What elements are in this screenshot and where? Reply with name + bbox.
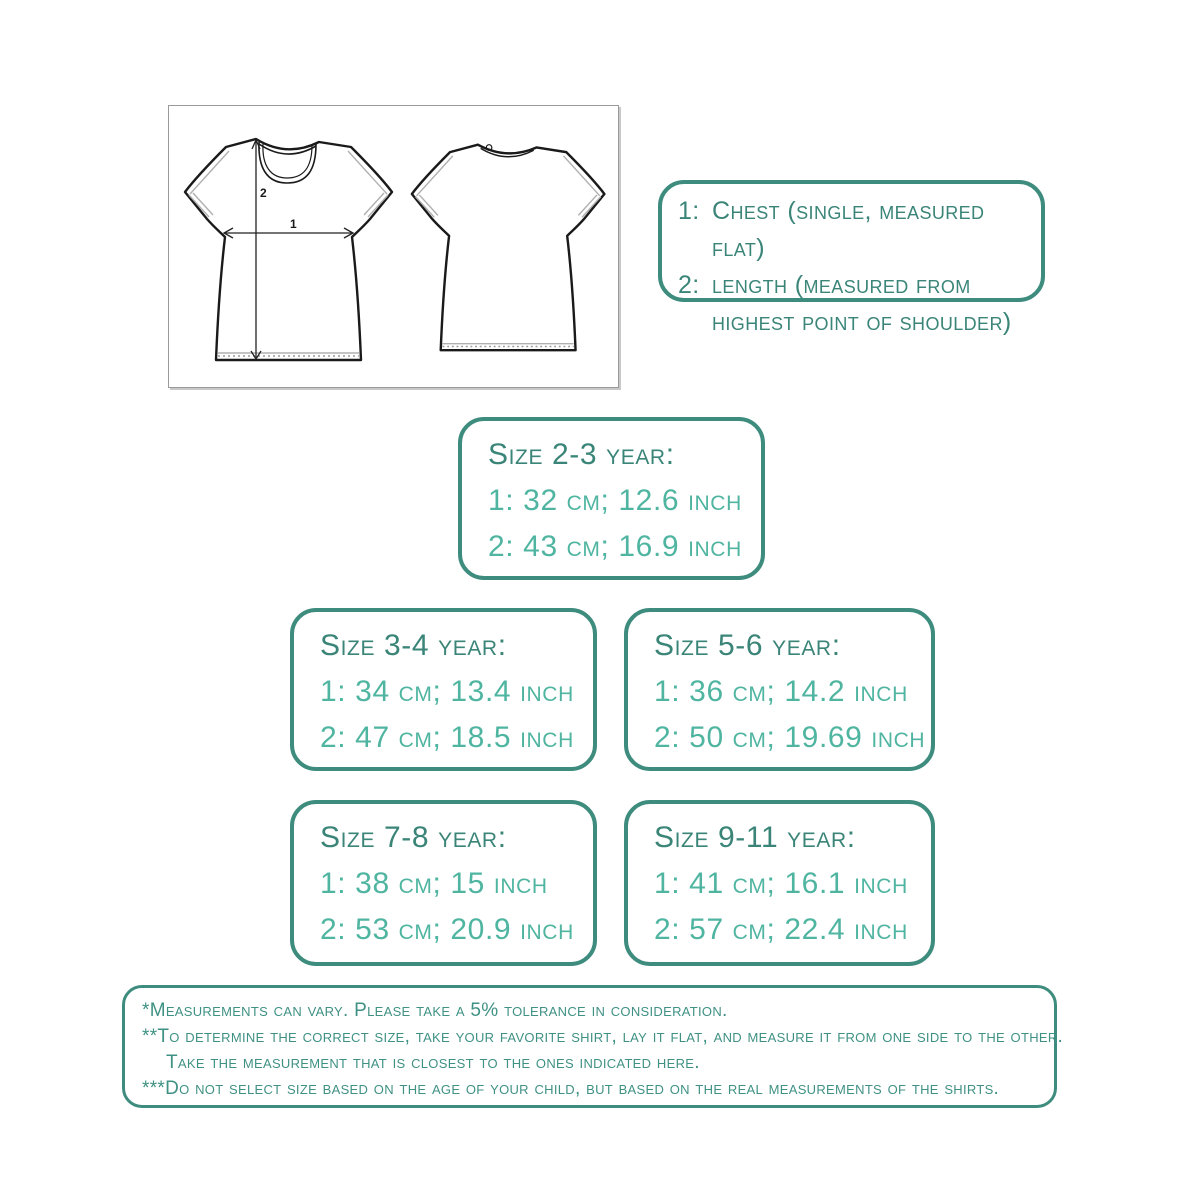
size-box-2-3-year xyxy=(458,417,765,580)
shirt-diagram-frame xyxy=(168,105,619,388)
size-chest-line: 1: 34 cm; 13.4 inch xyxy=(320,675,574,708)
size-length-line: 2: 50 cm; 19.69 inch xyxy=(654,721,926,754)
legend-item-text: Chest (single, measured flat) xyxy=(712,197,985,262)
size-box-5-6-year xyxy=(624,608,935,771)
legend-item-number: 2: xyxy=(678,271,700,299)
size-box-9-11-year xyxy=(624,800,935,966)
size-box-title: Size 7-8 year: xyxy=(320,821,507,854)
size-box-7-8-year xyxy=(290,800,597,966)
legend-item-chest xyxy=(678,193,1025,267)
back-shirt xyxy=(412,145,605,351)
size-length-line: 2: 53 cm; 20.9 inch xyxy=(320,913,574,946)
chest-measure-label: 1 xyxy=(290,217,297,231)
size-box-title: Size 3-4 year: xyxy=(320,629,507,662)
size-box-title: Size 2-3 year: xyxy=(488,438,675,471)
legend-item-length xyxy=(678,267,1025,341)
footnotes-box xyxy=(122,985,1064,1108)
size-length-line: 2: 43 cm; 16.9 inch xyxy=(488,530,742,563)
length-measure-label: 2 xyxy=(260,186,267,200)
size-length-line: 2: 47 cm; 18.5 inch xyxy=(320,721,574,754)
size-chest-line: 1: 41 cm; 16.1 inch xyxy=(654,867,908,900)
front-shirt xyxy=(185,139,392,360)
footnote-line-1: *Measurements can vary. Please take a 5% tolerance in consideration. xyxy=(142,1000,728,1021)
footnote-line-4: ***Do not select size based on the age of your child, but based on the real measurements of the shirts. xyxy=(142,1078,1000,1099)
footnote-line-3: Take the measurement that is closest to the ones indicated here. xyxy=(166,1052,700,1073)
size-chest-line: 1: 36 cm; 14.2 inch xyxy=(654,675,908,708)
size-length-line: 2: 57 cm; 22.4 inch xyxy=(654,913,908,946)
size-box-3-4-year xyxy=(290,608,597,771)
size-box-title: Size 5-6 year: xyxy=(654,629,841,662)
legend-item-text: length (measured from highest point of shoulder) xyxy=(712,271,1012,336)
footnote-line-2: **To determine the correct size, take your favorite shirt, lay it flat, and measure it from one side to the other. xyxy=(142,1026,1064,1047)
legend-item-number: 1: xyxy=(678,197,700,225)
size-chest-line: 1: 32 cm; 12.6 inch xyxy=(488,484,742,517)
size-box-title: Size 9-11 year: xyxy=(654,821,856,854)
legend-box xyxy=(658,180,1045,336)
shirt-diagram-svg xyxy=(169,106,618,387)
size-chest-line: 1: 38 cm; 15 inch xyxy=(320,867,548,900)
